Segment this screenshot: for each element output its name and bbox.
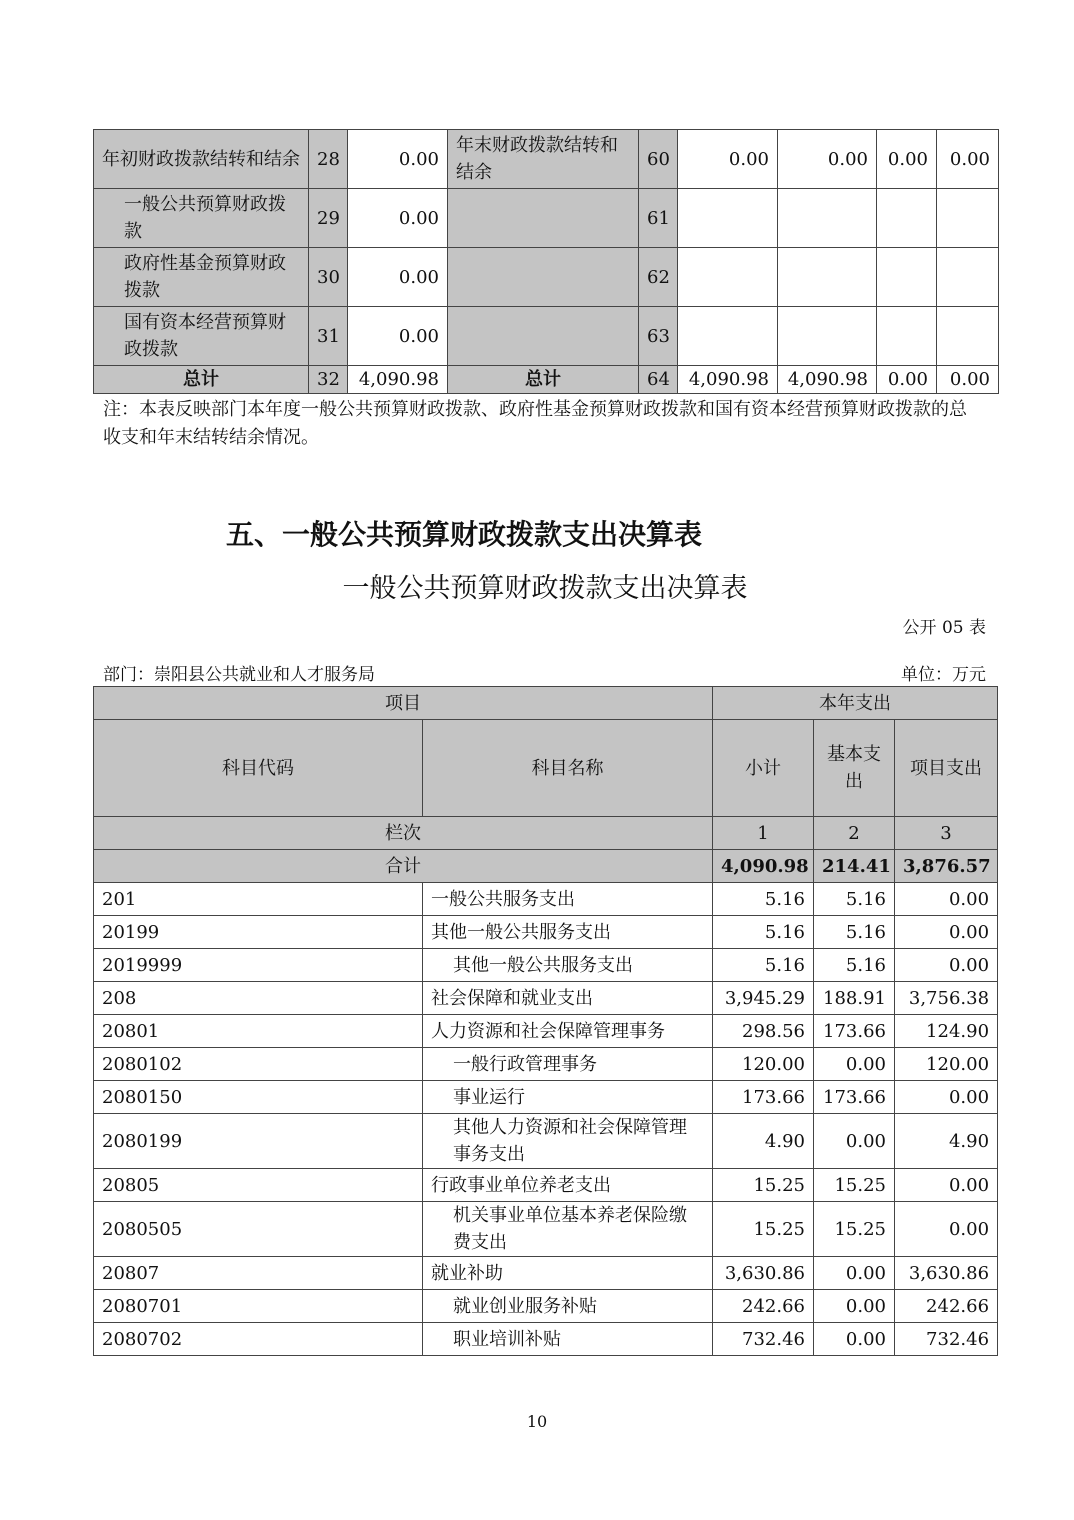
header-project: 项目支出 <box>895 720 998 817</box>
project-amount: 4.90 <box>895 1114 998 1169</box>
subject-code: 20805 <box>94 1169 423 1202</box>
col-index-3: 3 <box>895 817 998 850</box>
page-number: 10 <box>526 1412 548 1431</box>
table-row <box>94 1290 998 1323</box>
subject-code: 2019999 <box>94 949 423 982</box>
left-amount: 0.00 <box>348 189 448 248</box>
subtotal-amount: 732.46 <box>713 1323 814 1356</box>
left-amount: 0.00 <box>348 248 448 307</box>
project-amount: 124.90 <box>895 1015 998 1048</box>
right-amount-1 <box>678 189 778 248</box>
left-line-number: 29 <box>309 189 348 248</box>
subject-code: 20199 <box>94 916 423 949</box>
header-basic: 基本支出 <box>814 720 895 817</box>
right-total-line-number: 64 <box>639 366 678 394</box>
header-subtotal: 小计 <box>713 720 814 817</box>
basic-amount: 0.00 <box>814 1114 895 1169</box>
expenditure-table <box>93 686 998 1356</box>
right-amount-2 <box>778 189 877 248</box>
subject-name: 职业培训补贴 <box>423 1323 713 1356</box>
basic-amount: 5.16 <box>814 883 895 916</box>
summary-row <box>94 130 999 189</box>
subject-name: 一般行政管理事务 <box>423 1048 713 1081</box>
right-amount-3 <box>877 189 937 248</box>
basic-amount: 15.25 <box>814 1202 895 1257</box>
total-label: 合计 <box>94 850 713 883</box>
basic-amount: 0.00 <box>814 1323 895 1356</box>
right-amount-1 <box>678 307 778 366</box>
project-amount: 0.00 <box>895 1169 998 1202</box>
subtotal-amount: 4.90 <box>713 1114 814 1169</box>
subject-code: 20801 <box>94 1015 423 1048</box>
right-item-label <box>448 189 639 248</box>
right-amount-3 <box>877 248 937 307</box>
basic-amount: 15.25 <box>814 1169 895 1202</box>
table-title: 一般公共预算财政拨款支出决算表 <box>342 573 748 604</box>
basic-amount: 5.16 <box>814 949 895 982</box>
header-current-year: 本年支出 <box>713 687 998 720</box>
table-row <box>94 1081 998 1114</box>
table-row <box>94 982 998 1015</box>
project-amount: 0.00 <box>895 916 998 949</box>
right-amount-2 <box>778 248 877 307</box>
subtotal-amount: 242.66 <box>713 1290 814 1323</box>
table-row <box>94 1169 998 1202</box>
left-total-label: 总计 <box>94 366 309 394</box>
header-item: 项目 <box>94 687 713 720</box>
subtotal-amount: 3,630.86 <box>713 1257 814 1290</box>
appropriation-summary-table <box>93 129 999 394</box>
basic-amount: 0.00 <box>814 1290 895 1323</box>
subject-name: 人力资源和社会保障管理事务 <box>423 1015 713 1048</box>
subtotal-amount: 15.25 <box>713 1202 814 1257</box>
project-amount: 3,756.38 <box>895 982 998 1015</box>
subject-name: 就业创业服务补贴 <box>423 1290 713 1323</box>
right-amount-4 <box>937 189 999 248</box>
right-item-label: 年末财政拨款结转和结余 <box>448 130 639 189</box>
subject-code: 2080150 <box>94 1081 423 1114</box>
project-amount: 0.00 <box>895 883 998 916</box>
right-amount-4 <box>937 307 999 366</box>
left-line-number: 30 <box>309 248 348 307</box>
right-amount-2: 0.00 <box>778 130 877 189</box>
header-column-index: 栏次 <box>94 817 713 850</box>
col-index-2: 2 <box>814 817 895 850</box>
basic-amount: 0.00 <box>814 1257 895 1290</box>
left-item-label: 一般公共预算财政拨款 <box>94 189 309 248</box>
table-row <box>94 883 998 916</box>
table-row <box>94 1048 998 1081</box>
right-item-label <box>448 248 639 307</box>
right-amount-2 <box>778 307 877 366</box>
left-item-label: 国有资本经营预算财政拨款 <box>94 307 309 366</box>
total-basic: 214.41 <box>814 850 895 883</box>
right-line-number: 60 <box>639 130 678 189</box>
subject-name: 其他人力资源和社会保障管理事务支出 <box>423 1114 713 1169</box>
total-project: 3,876.57 <box>895 850 998 883</box>
department-label: 部门：崇阳县公共就业和人才服务局 <box>103 665 375 685</box>
left-line-number: 31 <box>309 307 348 366</box>
project-amount: 242.66 <box>895 1290 998 1323</box>
project-amount: 0.00 <box>895 1202 998 1257</box>
table-note: 注：本表反映部门本年度一般公共预算财政拨款、政府性基金预算财政拨款和国有资本经营预算财政拨款的总收支和年末结转结余情况。 <box>103 399 967 448</box>
subtotal-amount: 120.00 <box>713 1048 814 1081</box>
subject-name: 行政事业单位养老支出 <box>423 1169 713 1202</box>
subject-name: 其他一般公共服务支出 <box>423 916 713 949</box>
left-total-line-number: 32 <box>309 366 348 394</box>
header-code: 科目代码 <box>94 720 423 817</box>
project-amount: 3,630.86 <box>895 1257 998 1290</box>
header-row-1 <box>94 687 998 720</box>
basic-amount: 0.00 <box>814 1048 895 1081</box>
subject-code: 20807 <box>94 1257 423 1290</box>
subject-code: 2080102 <box>94 1048 423 1081</box>
left-line-number: 28 <box>309 130 348 189</box>
project-amount: 732.46 <box>895 1323 998 1356</box>
summary-row <box>94 189 999 248</box>
unit-label: 单位：万元 <box>901 665 986 685</box>
right-amount-1 <box>678 248 778 307</box>
right-item-label <box>448 307 639 366</box>
subtotal-amount: 5.16 <box>713 949 814 982</box>
left-total-amount: 4,090.98 <box>348 366 448 394</box>
left-item-label: 政府性基金预算财政拨款 <box>94 248 309 307</box>
right-total-amount-2: 4,090.98 <box>778 366 877 394</box>
subtotal-amount: 5.16 <box>713 916 814 949</box>
table-row <box>94 1015 998 1048</box>
subject-code: 2080701 <box>94 1290 423 1323</box>
basic-amount: 5.16 <box>814 916 895 949</box>
right-amount-4 <box>937 248 999 307</box>
table-row <box>94 1323 998 1356</box>
summary-row <box>94 307 999 366</box>
subject-code: 2080505 <box>94 1202 423 1257</box>
table-row <box>94 949 998 982</box>
header-row-2 <box>94 720 998 817</box>
subtotal-amount: 173.66 <box>713 1081 814 1114</box>
form-number: 公开 05 表 <box>902 618 986 638</box>
table-row <box>94 1114 998 1169</box>
subject-code: 2080199 <box>94 1114 423 1169</box>
right-total-label: 总计 <box>448 366 639 394</box>
right-amount-1: 0.00 <box>678 130 778 189</box>
right-total-amount-4: 0.00 <box>937 366 999 394</box>
table-row <box>94 1202 998 1257</box>
basic-amount: 173.66 <box>814 1081 895 1114</box>
subtotal-amount: 5.16 <box>713 883 814 916</box>
subject-name: 社会保障和就业支出 <box>423 982 713 1015</box>
right-line-number: 61 <box>639 189 678 248</box>
basic-amount: 188.91 <box>814 982 895 1015</box>
right-total-amount-1: 4,090.98 <box>678 366 778 394</box>
project-amount: 0.00 <box>895 949 998 982</box>
subject-name: 就业补助 <box>423 1257 713 1290</box>
header-name: 科目名称 <box>423 720 713 817</box>
subtotal-amount: 298.56 <box>713 1015 814 1048</box>
subtotal-amount: 3,945.29 <box>713 982 814 1015</box>
right-amount-4: 0.00 <box>937 130 999 189</box>
table-row <box>94 1257 998 1290</box>
right-amount-3 <box>877 307 937 366</box>
left-amount: 0.00 <box>348 130 448 189</box>
project-amount: 120.00 <box>895 1048 998 1081</box>
left-item-label: 年初财政拨款结转和结余 <box>94 130 309 189</box>
header-row-col <box>94 817 998 850</box>
right-line-number: 63 <box>639 307 678 366</box>
subject-code: 2080702 <box>94 1323 423 1356</box>
total-row <box>94 850 998 883</box>
summary-total-row <box>94 366 999 394</box>
table-row <box>94 916 998 949</box>
subject-name: 事业运行 <box>423 1081 713 1114</box>
right-amount-3: 0.00 <box>877 130 937 189</box>
subtotal-amount: 15.25 <box>713 1169 814 1202</box>
total-subtotal: 4,090.98 <box>713 850 814 883</box>
project-amount: 0.00 <box>895 1081 998 1114</box>
right-line-number: 62 <box>639 248 678 307</box>
subject-code: 201 <box>94 883 423 916</box>
section-heading: 五、一般公共预算财政拨款支出决算表 <box>225 518 702 551</box>
subject-code: 208 <box>94 982 423 1015</box>
left-amount: 0.00 <box>348 307 448 366</box>
subject-name: 其他一般公共服务支出 <box>423 949 713 982</box>
right-total-amount-3: 0.00 <box>877 366 937 394</box>
basic-amount: 173.66 <box>814 1015 895 1048</box>
subject-name: 一般公共服务支出 <box>423 883 713 916</box>
col-index-1: 1 <box>713 817 814 850</box>
subject-name: 机关事业单位基本养老保险缴费支出 <box>423 1202 713 1257</box>
summary-row <box>94 248 999 307</box>
